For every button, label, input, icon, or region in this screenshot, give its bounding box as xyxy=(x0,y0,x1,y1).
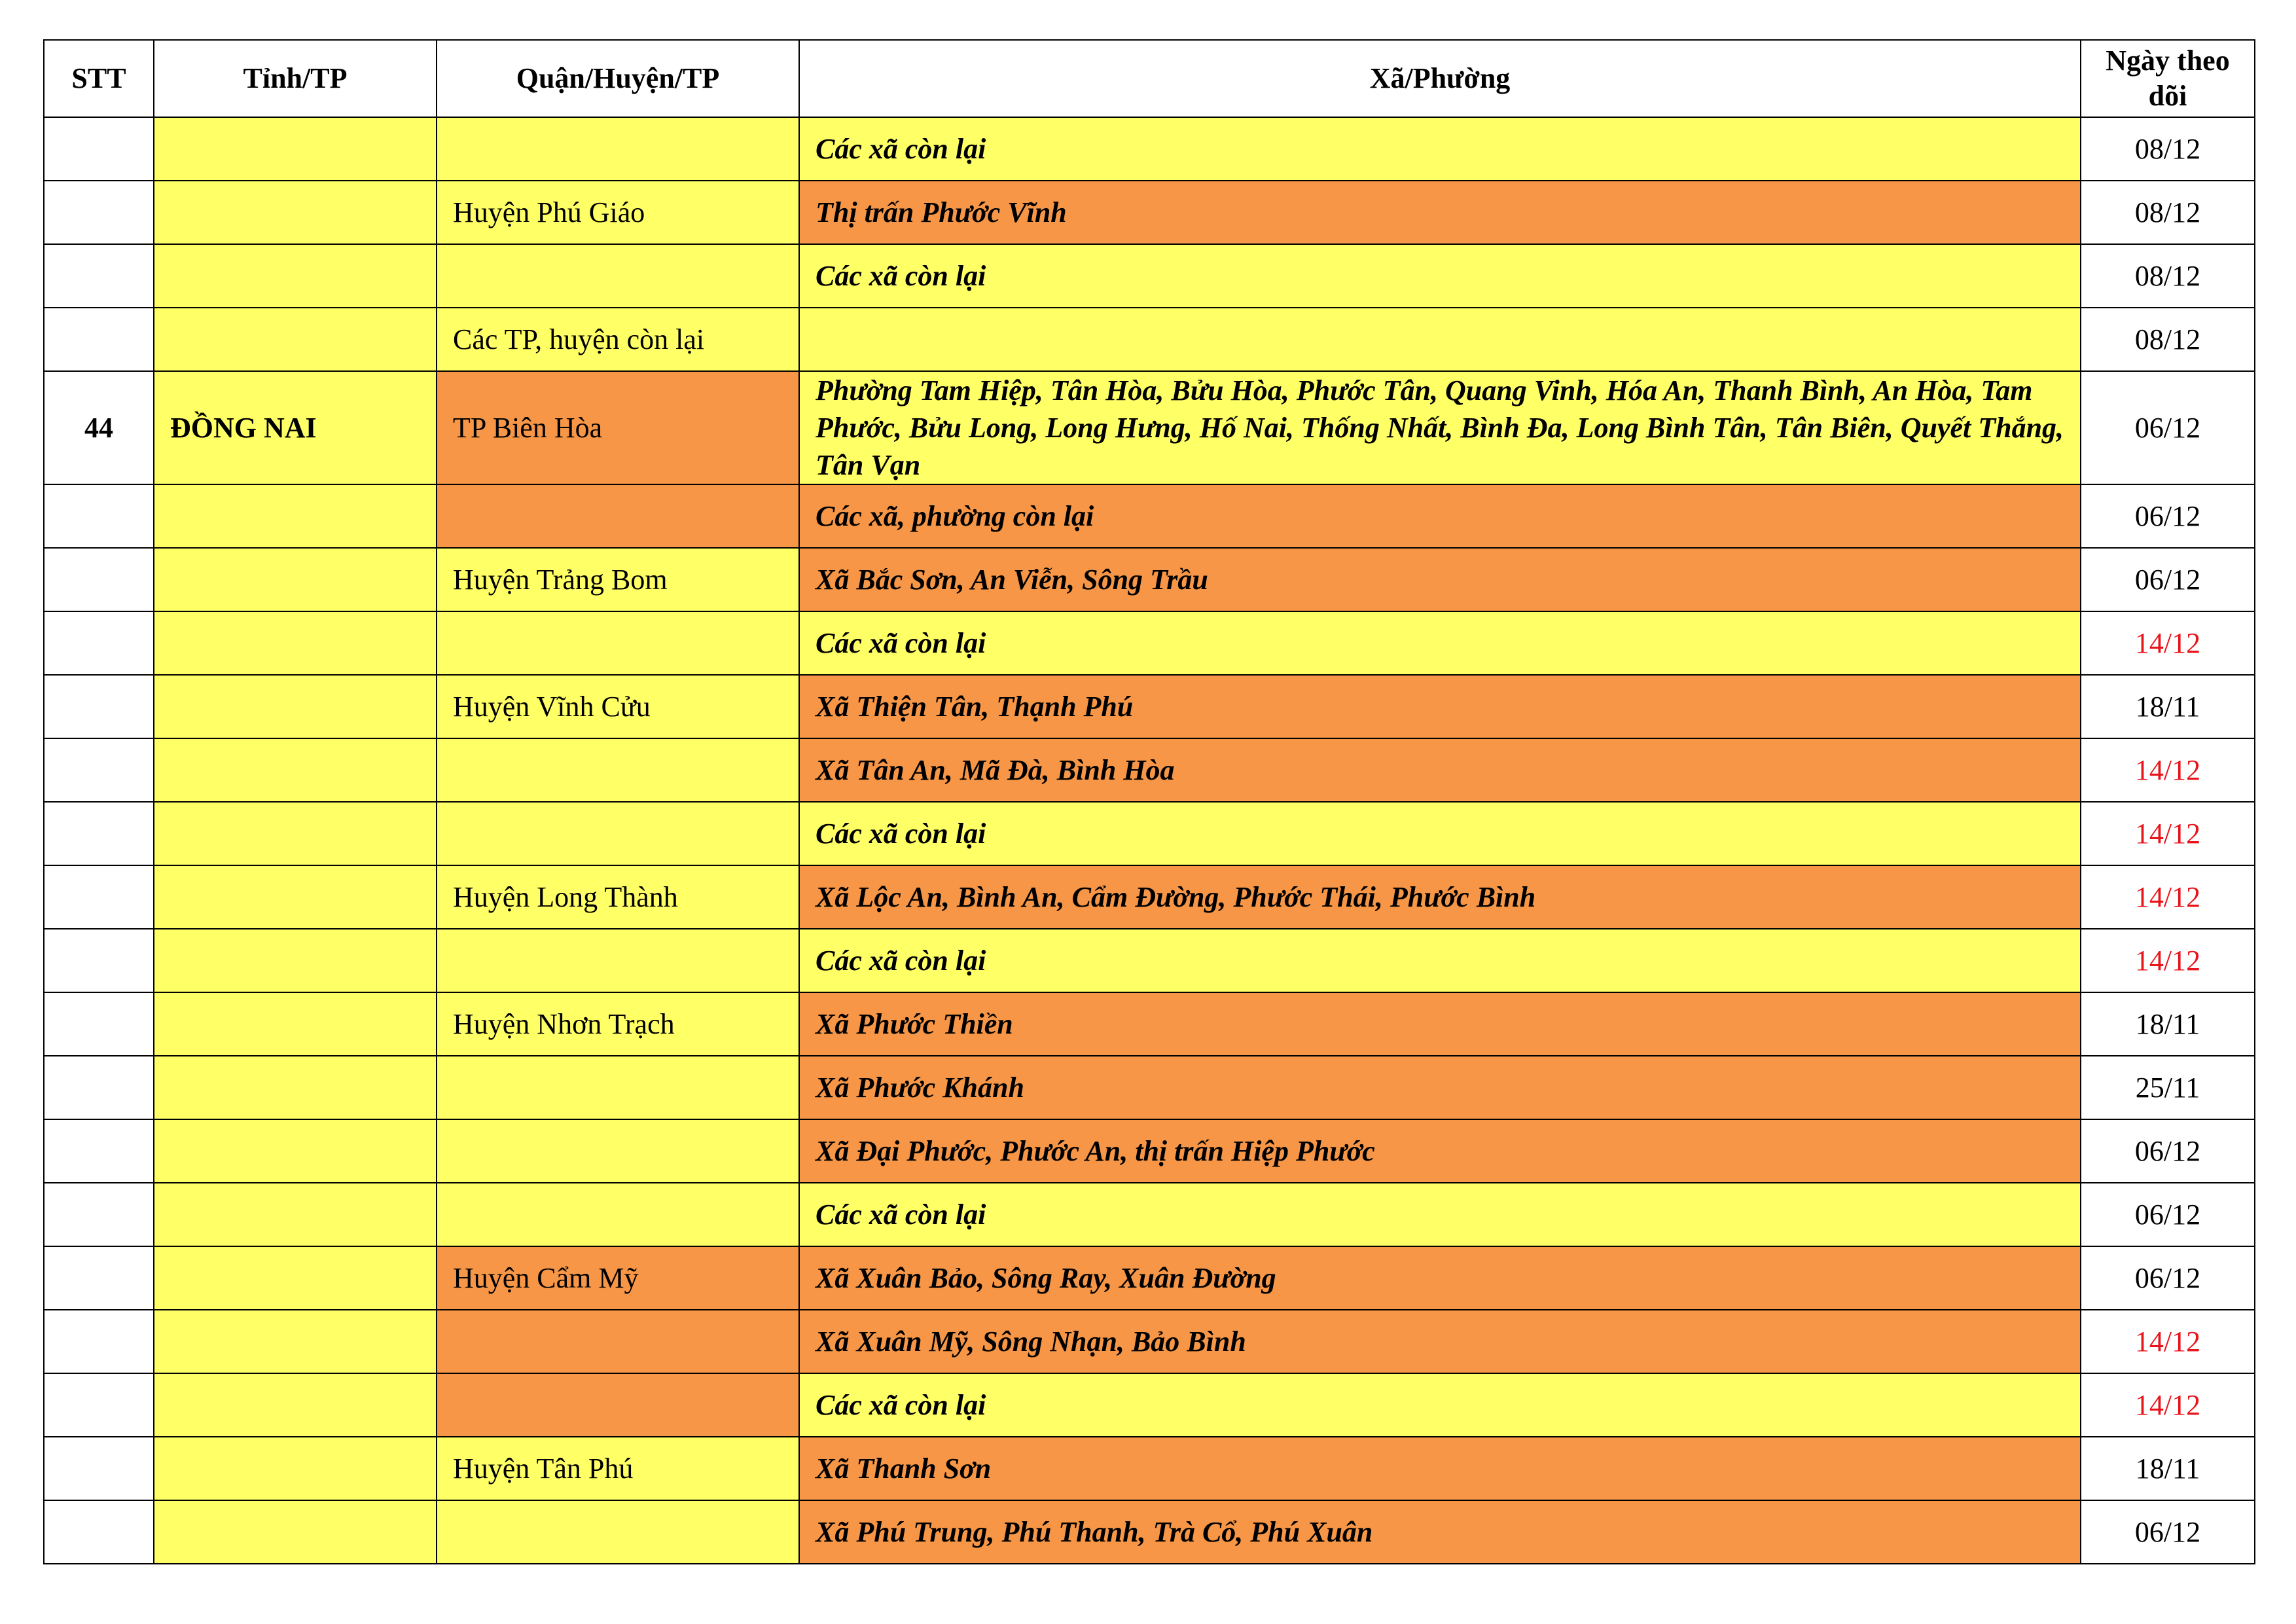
table-row xyxy=(44,675,2255,738)
cell-xa: Xã Thiện Tân, Thạnh Phú xyxy=(799,675,2081,738)
cell-stt xyxy=(44,675,154,738)
cell-xa: Xã Phước Khánh xyxy=(799,1056,2081,1119)
cell-quan: Huyện Cẩm Mỹ xyxy=(437,1246,799,1310)
table-row xyxy=(44,1056,2255,1119)
cell-tinh xyxy=(154,1437,437,1500)
cell-tinh xyxy=(154,1310,437,1373)
cell-xa: Các xã, phường còn lại xyxy=(799,484,2081,548)
cell-ngay: 06/12 xyxy=(2081,1183,2255,1246)
cell-ngay: 14/12 xyxy=(2081,1310,2255,1373)
cell-stt xyxy=(44,1056,154,1119)
cell-stt xyxy=(44,1500,154,1564)
cell-quan: Huyện Tân Phú xyxy=(437,1437,799,1500)
table-row xyxy=(44,371,2255,484)
cell-quan xyxy=(437,611,799,675)
cell-tinh xyxy=(154,484,437,548)
cell-ngay: 25/11 xyxy=(2081,1056,2255,1119)
cell-quan xyxy=(437,1183,799,1246)
cell-xa: Xã Đại Phước, Phước An, thị trấn Hiệp Phước xyxy=(799,1119,2081,1183)
table-row xyxy=(44,865,2255,929)
cell-xa: Xã Xuân Bảo, Sông Ray, Xuân Đường xyxy=(799,1246,2081,1310)
cell-tinh xyxy=(154,611,437,675)
cell-ngay: 08/12 xyxy=(2081,117,2255,181)
cell-ngay: 06/12 xyxy=(2081,548,2255,611)
header-quan: Quận/Huyện/TP xyxy=(437,40,799,117)
cell-xa: Các xã còn lại xyxy=(799,1373,2081,1437)
cell-xa: Thị trấn Phước Vĩnh xyxy=(799,181,2081,244)
cell-ngay: 14/12 xyxy=(2081,802,2255,865)
cell-xa: Xã Phước Thiền xyxy=(799,992,2081,1056)
table-body xyxy=(44,117,2255,1564)
cell-stt xyxy=(44,802,154,865)
header-stt: STT xyxy=(44,40,154,117)
cell-stt xyxy=(44,865,154,929)
header-ngay: Ngày theo dõi xyxy=(2081,40,2255,117)
cell-xa: Xã Bắc Sơn, An Viễn, Sông Trầu xyxy=(799,548,2081,611)
cell-ngay: 14/12 xyxy=(2081,865,2255,929)
cell-tinh xyxy=(154,1246,437,1310)
table-row xyxy=(44,1373,2255,1437)
cell-stt xyxy=(44,484,154,548)
cell-xa xyxy=(799,308,2081,371)
cell-xa: Các xã còn lại xyxy=(799,929,2081,992)
cell-quan xyxy=(437,1500,799,1564)
cell-tinh xyxy=(154,244,437,308)
cell-tinh xyxy=(154,308,437,371)
cell-tinh xyxy=(154,992,437,1056)
cell-stt xyxy=(44,738,154,802)
cell-stt xyxy=(44,1373,154,1437)
table-row xyxy=(44,1500,2255,1564)
table-row xyxy=(44,1437,2255,1500)
cell-tinh xyxy=(154,117,437,181)
cell-xa: Xã Xuân Mỹ, Sông Nhạn, Bảo Bình xyxy=(799,1310,2081,1373)
cell-quan xyxy=(437,117,799,181)
cell-quan: Huyện Phú Giáo xyxy=(437,181,799,244)
cell-ngay: 18/11 xyxy=(2081,675,2255,738)
cell-tinh xyxy=(154,865,437,929)
cell-xa: Các xã còn lại xyxy=(799,117,2081,181)
cell-quan xyxy=(437,1373,799,1437)
cell-ngay: 06/12 xyxy=(2081,1246,2255,1310)
cell-tinh xyxy=(154,1183,437,1246)
cell-stt xyxy=(44,117,154,181)
cell-ngay: 08/12 xyxy=(2081,308,2255,371)
cell-tinh xyxy=(154,738,437,802)
table-row xyxy=(44,1246,2255,1310)
cell-tinh xyxy=(154,675,437,738)
table-row xyxy=(44,929,2255,992)
cell-xa: Phường Tam Hiệp, Tân Hòa, Bửu Hòa, Phước Tân, Quang Vinh, Hóa An, Thanh Bình, An Hòa, Tam Phước, Bửu Long, Long Hưng, Hố Nai, Thống Nhất, Bình Đa, Long Bình Tân, Tân Biên, Quyết Thắng, Tân Vạn xyxy=(799,371,2081,484)
header-tinh: Tỉnh/TP xyxy=(154,40,437,117)
cell-tinh xyxy=(154,181,437,244)
cell-stt xyxy=(44,548,154,611)
table-row xyxy=(44,1183,2255,1246)
table-row xyxy=(44,738,2255,802)
table-row xyxy=(44,802,2255,865)
cell-stt xyxy=(44,308,154,371)
cell-xa: Xã Lộc An, Bình An, Cẩm Đường, Phước Thái, Phước Bình xyxy=(799,865,2081,929)
table-row xyxy=(44,611,2255,675)
cell-quan xyxy=(437,484,799,548)
cell-quan: TP Biên Hòa xyxy=(437,371,799,484)
cell-quan: Huyện Nhơn Trạch xyxy=(437,992,799,1056)
cell-xa: Các xã còn lại xyxy=(799,1183,2081,1246)
table-row xyxy=(44,548,2255,611)
cell-tinh: ĐỒNG NAI xyxy=(154,371,437,484)
cell-quan: Huyện Trảng Bom xyxy=(437,548,799,611)
cell-xa: Xã Phú Trung, Phú Thanh, Trà Cổ, Phú Xuân xyxy=(799,1500,2081,1564)
cell-tinh xyxy=(154,802,437,865)
cell-ngay: 08/12 xyxy=(2081,181,2255,244)
cell-xa: Các xã còn lại xyxy=(799,244,2081,308)
cell-ngay: 06/12 xyxy=(2081,1119,2255,1183)
cell-tinh xyxy=(154,1119,437,1183)
table-row xyxy=(44,992,2255,1056)
cell-stt xyxy=(44,1437,154,1500)
table-row xyxy=(44,181,2255,244)
cell-quan xyxy=(437,1310,799,1373)
cell-stt xyxy=(44,929,154,992)
cell-quan: Các TP, huyện còn lại xyxy=(437,308,799,371)
cell-ngay: 14/12 xyxy=(2081,738,2255,802)
cell-ngay: 06/12 xyxy=(2081,371,2255,484)
cell-quan xyxy=(437,1119,799,1183)
table-row xyxy=(44,244,2255,308)
cell-stt xyxy=(44,244,154,308)
table-header xyxy=(44,40,2255,117)
cell-stt xyxy=(44,1119,154,1183)
cell-tinh xyxy=(154,1373,437,1437)
table-row xyxy=(44,117,2255,181)
cell-tinh xyxy=(154,1500,437,1564)
cell-quan: Huyện Long Thành xyxy=(437,865,799,929)
cell-stt xyxy=(44,992,154,1056)
cell-stt: 44 xyxy=(44,371,154,484)
cell-tinh xyxy=(154,1056,437,1119)
cell-tinh xyxy=(154,548,437,611)
monitoring-table xyxy=(43,39,2255,1564)
cell-quan xyxy=(437,1056,799,1119)
cell-ngay: 14/12 xyxy=(2081,1373,2255,1437)
cell-quan xyxy=(437,802,799,865)
cell-ngay: 18/11 xyxy=(2081,992,2255,1056)
cell-ngay: 14/12 xyxy=(2081,929,2255,992)
cell-stt xyxy=(44,1183,154,1246)
table-row xyxy=(44,308,2255,371)
header-xa: Xã/Phường xyxy=(799,40,2081,117)
cell-quan: Huyện Vĩnh Cửu xyxy=(437,675,799,738)
cell-quan xyxy=(437,244,799,308)
cell-ngay: 14/12 xyxy=(2081,611,2255,675)
cell-ngay: 06/12 xyxy=(2081,484,2255,548)
table-row xyxy=(44,1310,2255,1373)
cell-ngay: 08/12 xyxy=(2081,244,2255,308)
cell-xa: Xã Thanh Sơn xyxy=(799,1437,2081,1500)
cell-xa: Các xã còn lại xyxy=(799,802,2081,865)
cell-stt xyxy=(44,181,154,244)
cell-quan xyxy=(437,738,799,802)
cell-stt xyxy=(44,1310,154,1373)
cell-stt xyxy=(44,611,154,675)
cell-xa: Xã Tân An, Mã Đà, Bình Hòa xyxy=(799,738,2081,802)
cell-quan xyxy=(437,929,799,992)
cell-xa: Các xã còn lại xyxy=(799,611,2081,675)
table-row xyxy=(44,484,2255,548)
cell-ngay: 06/12 xyxy=(2081,1500,2255,1564)
table-row xyxy=(44,1119,2255,1183)
cell-stt xyxy=(44,1246,154,1310)
cell-tinh xyxy=(154,929,437,992)
cell-ngay: 18/11 xyxy=(2081,1437,2255,1500)
